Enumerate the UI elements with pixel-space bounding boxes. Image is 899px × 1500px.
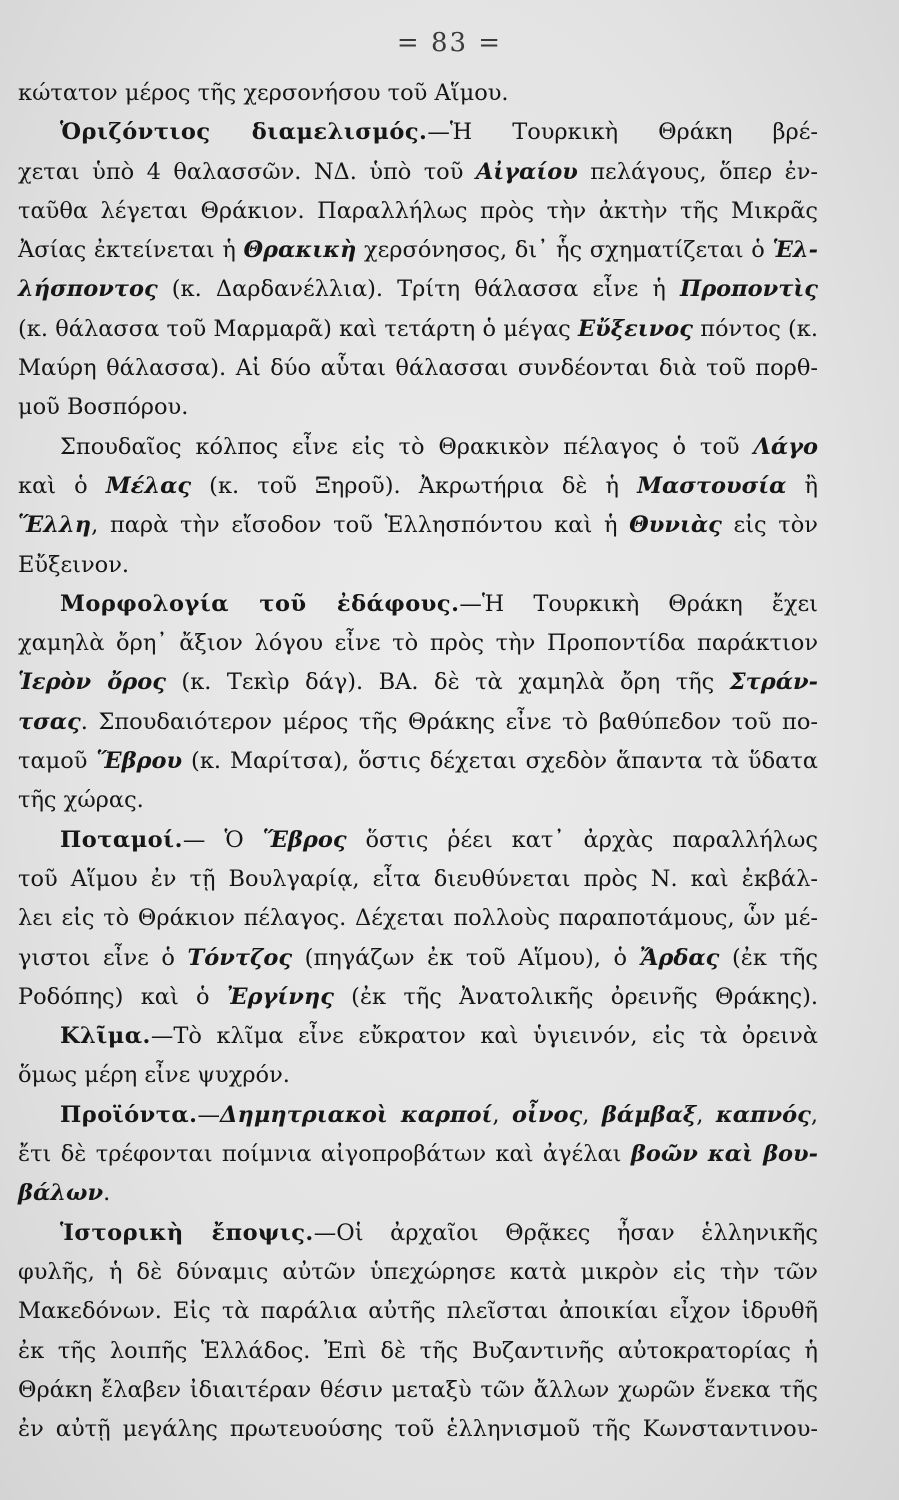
- text-line: [18, 1056, 818, 1095]
- text-line: [18, 899, 818, 938]
- text-line: [18, 939, 818, 978]
- emphasized-term: Λάγο: [753, 433, 818, 460]
- text-run: Μαύρη θάλασσα). Αἱ δύο αὗται θάλασσαι συνδέονται διὰ τοῦ πορθ-: [18, 355, 818, 382]
- text-run: λει εἰς τὸ Θράκιον πέλαγος. Δέχεται πολλοὺς παραποτάμους, ὧν μέ-: [18, 905, 818, 932]
- emphasized-term: Ἄρδας: [639, 944, 720, 971]
- emphasized-term: Αἰγαίου: [475, 158, 578, 185]
- text-run: πόντος (κ.: [692, 315, 819, 342]
- emphasized-term: Ἑλ-: [772, 237, 818, 264]
- section-heading: Μορφολογία τοῦ ἐδάφους.: [60, 590, 460, 617]
- text-line: [18, 781, 818, 820]
- emphasized-term: Μαστουσία: [637, 472, 787, 499]
- emphasized-term: λήσποντος: [18, 276, 158, 303]
- text-line: [18, 1096, 818, 1135]
- text-line: [18, 703, 818, 742]
- text-run: Θράκη ἔλαβεν ἰδιαιτέραν θέσιν μεταξὺ τῶν ἄλλων χωρῶν ἕνεκα τῆς: [18, 1376, 818, 1403]
- text-run: (κ. Δαρδανέλλια). Τρίτη θάλασσα εἶνε ἡ: [157, 276, 680, 303]
- emphasized-term: Εὔξεινος: [578, 315, 693, 342]
- text-run: —Ἡ Τουρκικὴ Θράκη ἔχει: [459, 590, 819, 617]
- emphasized-term: Ἱερὸν ὄρος: [18, 669, 166, 696]
- emphasized-term: οἶνος: [512, 1101, 583, 1128]
- text-line: [18, 428, 818, 467]
- emphasized-term: τσας: [18, 708, 81, 735]
- text-run: φυλῆς, ἡ δὲ δύναμις αὐτῶν ὑπεχώρησε κατὰ μικρὸν εἰς τὴν τῶν: [18, 1258, 818, 1285]
- text-run: ταμοῦ: [18, 748, 97, 775]
- text-run: Ἀσίας ἐκτείνεται ἡ: [18, 237, 244, 264]
- text-line: [18, 1253, 818, 1292]
- body-text: [18, 74, 818, 1449]
- text-run: ἔτι δὲ τρέφονται ποίμνια αἰγοπροβάτων καὶ ἀγέλαι: [18, 1141, 631, 1168]
- text-run: ,: [810, 1101, 818, 1128]
- section-heading: Ἱστορικὴ ἔποψις.: [60, 1219, 314, 1246]
- text-run: τοῦ Αἵμου ἐν τῇ Βουλγαρίᾳ, εἶτα διευθύνεται πρὸς Ν. καὶ ἐκβάλ-: [18, 865, 818, 892]
- text-run: (κ. θάλασσα τοῦ Μαρμαρᾶ) καὶ τετάρτη ὁ μέγας: [18, 315, 578, 342]
- section-heading: Ὁριζόντιος διαμελισμός.: [60, 119, 428, 146]
- emphasized-term: βάλων: [18, 1180, 104, 1207]
- text-run: , παρὰ τὴν εἴσοδον τοῦ Ἑλλησπόντου καὶ ἡ: [91, 512, 630, 539]
- emphasized-term: Στράν-: [729, 669, 818, 696]
- text-line: [18, 1292, 818, 1331]
- text-run: γιστοι εἶνε ὁ: [18, 944, 188, 971]
- text-run: ,: [582, 1101, 602, 1128]
- text-line: [18, 663, 818, 702]
- text-line: [18, 467, 818, 506]
- page-number: = 83 =: [396, 28, 503, 58]
- text-line: [18, 74, 818, 113]
- text-line: [18, 231, 818, 270]
- text-run: (ἐκ τῆς Ἀνατολικῆς ὀρεινῆς Θράκης).: [333, 983, 819, 1010]
- text-line: [18, 153, 818, 192]
- emphasized-term: βοῶν καὶ βου-: [630, 1141, 818, 1168]
- emphasized-term: Ἕβρος: [262, 826, 347, 853]
- text-line: [18, 192, 818, 231]
- text-line: [18, 270, 818, 309]
- section-heading: Κλῖμα.: [60, 1023, 151, 1050]
- text-run: ὅστις ῥέει κατ᾽ ἀρχὰς παραλλήλως: [346, 826, 818, 853]
- text-run: χερσόνησος, δι᾽ ἧς σχηματίζεται ὁ: [356, 237, 773, 264]
- text-run: . Σπουδαιότερον μέρος τῆς Θράκης εἶνε τὸ βαθύπεδον τοῦ πο-: [80, 708, 818, 735]
- emphasized-term: Ἐργίνης: [226, 983, 334, 1010]
- text-run: Ροδόπης) καὶ ὁ: [18, 983, 227, 1010]
- text-run: Εὔξεινον.: [18, 551, 130, 578]
- text-line: [18, 506, 818, 545]
- emphasized-term: Ἕβρου: [96, 748, 183, 775]
- text-line: [18, 1135, 818, 1174]
- text-run: χεται ὑπὸ 4 θαλασσῶν. ΝΔ. ὑπὸ τοῦ: [18, 158, 476, 185]
- text-line: [18, 585, 818, 624]
- text-run: ταῦθα λέγεται Θράκιον. Παραλλήλως πρὸς τὴν ἀκτὴν τῆς Μικρᾶς: [18, 197, 818, 224]
- emphasized-term: Ἕλλη: [18, 512, 92, 539]
- text-run: μοῦ Βοσπόρου.: [18, 394, 189, 421]
- text-run: —Οἱ ἀρχαῖοι Θρᾷκες ἦσαν ἑλληνικῆς: [313, 1219, 818, 1246]
- text-line: [18, 860, 818, 899]
- text-line: [18, 113, 818, 152]
- text-line: [18, 310, 818, 349]
- text-line: [18, 1410, 818, 1449]
- text-run: Μακεδόνων. Εἰς τὰ παράλια αὐτῆς πλεῖσται ἀποικίαι εἶχον ἱδρυθῆ: [18, 1298, 818, 1325]
- text-run: χαμηλὰ ὄρη᾽ ἄξιον λόγου εἶνε τὸ πρὸς τὴν Προποντίδα παράκτιον: [18, 630, 818, 657]
- text-run: πελάγους, ὅπερ ἐν-: [577, 158, 818, 185]
- text-line: [18, 821, 818, 860]
- text-run: (πηγάζων ἐκ τοῦ Αἵμου), ὁ: [292, 944, 640, 971]
- text-line: [18, 978, 818, 1017]
- text-line: [18, 1371, 818, 1410]
- text-line: [18, 1174, 818, 1213]
- emphasized-term: Προποντὶς: [679, 276, 818, 303]
- text-line: [18, 349, 818, 388]
- text-run: ,: [492, 1101, 513, 1128]
- text-run: (κ. τοῦ Ξηροῦ). Ἀκρωτήρια δὲ ἡ: [191, 472, 638, 499]
- text-run: ἐκ τῆς λοιπῆς Ἑλλάδος. Ἐπὶ δὲ τῆς Βυζαντινῆς αὐτοκρατορίας ἡ: [18, 1337, 818, 1364]
- text-line: [18, 546, 818, 585]
- text-run: ἢ: [786, 472, 818, 499]
- emphasized-term: Δημητριακοὶ καρποί: [220, 1101, 493, 1128]
- text-run: —Τὸ κλῖμα εἶνε εὔκρατον καὶ ὑγιεινόν, εἰς τὰ ὀρεινὰ: [150, 1023, 818, 1050]
- text-line: [18, 742, 818, 781]
- text-run: ,: [696, 1101, 716, 1128]
- emphasized-term: Θρακικὴ: [243, 237, 357, 264]
- emphasized-term: βάμβαξ: [601, 1101, 697, 1128]
- text-run: —: [197, 1101, 221, 1128]
- text-run: .: [103, 1180, 111, 1207]
- text-run: — Ὁ: [182, 826, 263, 853]
- text-run: τῆς χώρας.: [18, 787, 144, 814]
- text-run: Σπουδαῖος κόλπος εἶνε εἰς τὸ Θρακικὸν πέλαγος ὁ τοῦ: [60, 433, 754, 460]
- text-run: εἰς τὸν: [721, 512, 818, 539]
- emphasized-term: Θυνιὰς: [629, 512, 722, 539]
- text-run: (ἐκ τῆς: [719, 944, 818, 971]
- text-line: [18, 624, 818, 663]
- section-heading: Προϊόντα.: [60, 1101, 198, 1128]
- text-line: [18, 1332, 818, 1371]
- text-run: (κ. Μαρίτσα), ὅστις δέχεται σχεδὸν ἅπαντα τὰ ὕδατα: [182, 748, 818, 775]
- text-line: [18, 388, 818, 427]
- section-heading: Ποταμοί.: [60, 826, 183, 853]
- text-line: [18, 1214, 818, 1253]
- text-run: ἐν αὐτῇ μεγάλης πρωτευούσης τοῦ ἑλληνισμοῦ τῆς Κωνσταντινου-: [18, 1416, 818, 1443]
- emphasized-term: Τόντζος: [187, 944, 293, 971]
- text-run: —Ἡ Τουρκικὴ Θράκη βρέ-: [427, 119, 819, 146]
- text-run: ὅμως μέρη εἶνε ψυχρόν.: [18, 1062, 290, 1089]
- text-run: (κ. Τεκὶρ δάγ). ΒΑ. δὲ τὰ χαμηλὰ ὄρη τῆς: [165, 669, 730, 696]
- text-run: καὶ ὁ: [18, 472, 106, 499]
- emphasized-term: καπνός: [715, 1101, 811, 1128]
- text-run: κώτατον μέρος τῆς χερσονήσου τοῦ Αἵμου.: [18, 80, 509, 106]
- emphasized-term: Μέλας: [105, 472, 192, 499]
- text-line: [18, 1017, 818, 1056]
